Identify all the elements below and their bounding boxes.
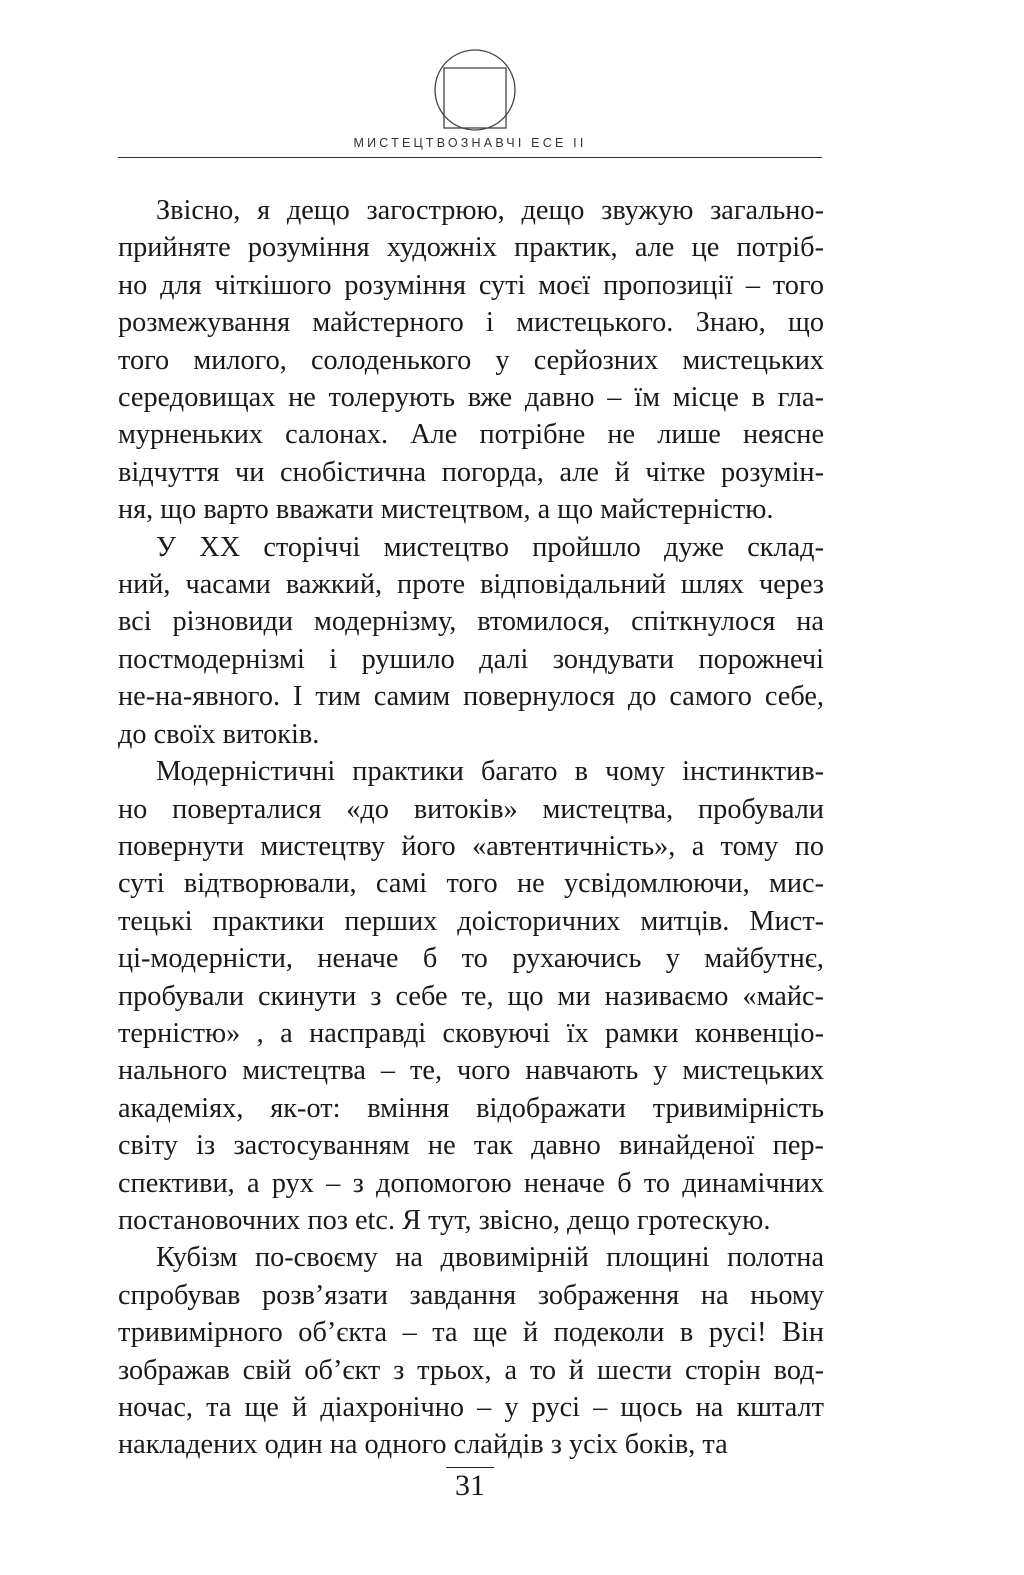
text-line: зображав свій об’єкт з трьох, а то й шести сторін вод- xyxy=(118,1354,824,1386)
text-line: Звісно, я дещо загострюю, дещо звужую загально- xyxy=(156,195,824,226)
text-line: Модерністичні практики багато в чому інстинктив- xyxy=(156,756,824,788)
text-line: постмодернізмі і рушило далі зондувати порожнечі xyxy=(118,643,824,675)
text-line: нального мистецтва – те, чого навчають у мистецьких xyxy=(118,1055,824,1087)
page-number: 31 xyxy=(455,1469,485,1502)
text-line: пробували скинути з себе те, що ми називаємо «майс- xyxy=(118,980,824,1012)
text-line: до своїх витоків. xyxy=(118,718,320,750)
text-line: тривимірного об’єкта – та ще й подеколи в русі! Він xyxy=(118,1317,824,1349)
paragraph xyxy=(118,753,824,1239)
text-line: мурненьких салонах. Але потрібне не лише неясне xyxy=(118,419,824,451)
running-head-title: МИСТЕЦТВОЗНАВЧІ ЕСЕ ІІ xyxy=(353,136,587,150)
text-line: суті відтворювали, самі того не усвідомлюючи, мис- xyxy=(118,868,824,900)
text-line: середовищах не толерують вже давно – їм місце в гла- xyxy=(118,382,824,414)
text-line: Кубізм по-своєму на двовимірній площині полотна xyxy=(156,1242,824,1274)
body-text xyxy=(118,192,824,1464)
header-rule xyxy=(118,157,822,158)
text-line: спробував розв’язати завдання зображення на ньому xyxy=(118,1279,824,1311)
emblem-circle-square-icon xyxy=(433,48,517,132)
text-line: всі різновиди модернізму, втомилося, спіткнулося на xyxy=(118,606,824,638)
text-line: постановочних поз etc. Я тут, звісно, дещо гротескую. xyxy=(118,1204,771,1236)
text-line: накладених один на одного слайдів з усіх боків, та xyxy=(118,1429,728,1461)
text-line: відчуття чи снобістична погорда, але й чітке розумін- xyxy=(118,456,824,488)
text-line: У ХХ сторіччі мистецтво пройшло дуже склад- xyxy=(156,531,824,563)
text-line: не-на-явного. І тим самим повернулося до самого себе, xyxy=(118,681,824,713)
text-line: но для чіткішого розуміння суті моєї пропозиції – того xyxy=(118,269,824,301)
text-line: тецькі практики перших доісторичних митців. Мист- xyxy=(118,905,824,937)
text-line: терністю» , а насправді сковуючі їх рамки конвенціо- xyxy=(118,1017,824,1049)
paragraph xyxy=(118,529,824,753)
text-line: ня, що варто вважати мистецтвом, а що майстерністю. xyxy=(118,494,774,526)
text-line: ночас, та ще й діахронічно – у русі – щось на кшталт xyxy=(118,1392,824,1423)
text-line: повернути мистецтву його «автентичність», а тому по xyxy=(118,830,824,862)
text-line: но поверталися «до витоків» мистецтва, пробували xyxy=(118,793,824,825)
text-line: ці-модерністи, неначе б то рухаючись у майбутнє, xyxy=(118,943,824,975)
paragraph xyxy=(118,1239,824,1463)
text-line: того милого, солоденького у серйозних мистецьких xyxy=(118,344,824,376)
paragraph xyxy=(118,192,824,529)
text-line: ний, часами важкий, проте відповідальний шлях через xyxy=(118,569,824,601)
text-line: прийняте розуміння художніх практик, але це потріб- xyxy=(118,232,824,264)
text-line: академіях, як-от: вміння відображати тривимірність xyxy=(118,1092,824,1124)
text-line: спективи, а рух – з допомогою неначе б то динамічних xyxy=(118,1167,824,1199)
text-line: світу із застосуванням не так давно винайденої пер- xyxy=(118,1130,824,1162)
text-line: розмежування майстерного і мистецького. Знаю, що xyxy=(118,307,824,339)
